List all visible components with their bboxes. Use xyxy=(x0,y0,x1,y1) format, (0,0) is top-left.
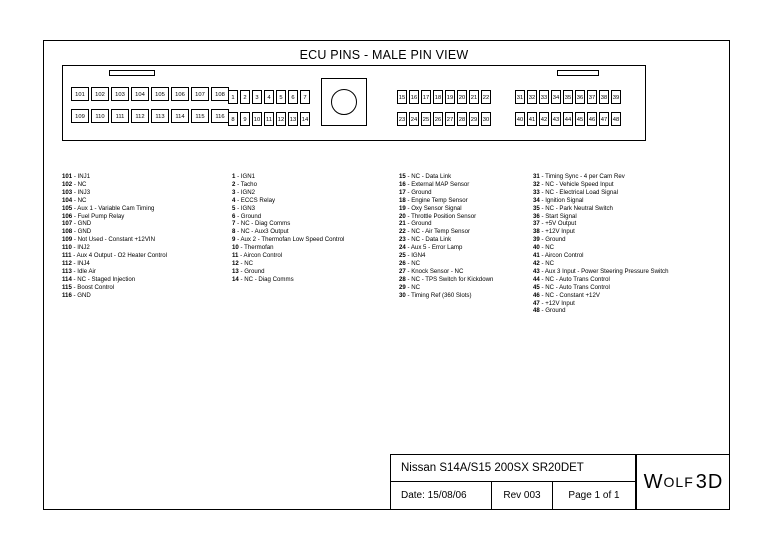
pin-14: 14 xyxy=(300,112,310,126)
pin-row-top xyxy=(397,90,491,104)
pin-description-114 xyxy=(62,276,167,284)
pin-function: - NC - Park Neutral Switch xyxy=(539,204,613,212)
pin-description-19 xyxy=(399,205,493,213)
pin-11: 11 xyxy=(264,112,274,126)
pin-description-36 xyxy=(533,213,669,221)
pin-description-31 xyxy=(533,173,669,181)
pin-29: 29 xyxy=(469,112,479,126)
pin-description-12 xyxy=(232,260,344,268)
pin-103: 103 xyxy=(111,87,129,101)
pin-function: - +12V Input xyxy=(539,228,575,236)
pin-description-34 xyxy=(533,197,669,205)
pin-function: - Ground xyxy=(238,267,265,275)
pin-104: 104 xyxy=(131,87,149,101)
pin-description-15 xyxy=(399,173,493,181)
pin-number: 9 xyxy=(232,236,236,244)
pin-22: 22 xyxy=(481,90,491,104)
pin-function: - NC - Auto Trans Control xyxy=(539,283,610,291)
pin-description-2 xyxy=(232,181,344,189)
pin-number: 47 xyxy=(533,299,540,307)
pin-description-113 xyxy=(62,268,167,276)
pin-description-16 xyxy=(399,181,493,189)
pin-number: 22 xyxy=(399,228,406,236)
pin-description-112 xyxy=(62,260,167,268)
pin-description-30 xyxy=(399,292,493,300)
pin-function: - NC xyxy=(72,180,87,188)
center-socket xyxy=(321,78,367,126)
pin-description-45 xyxy=(533,284,669,292)
pin-list-column-4 xyxy=(533,173,669,315)
pin-row-bottom xyxy=(515,112,621,126)
pin-description-105 xyxy=(62,205,167,213)
pin-description-48 xyxy=(533,307,669,315)
pin-20: 20 xyxy=(457,90,467,104)
pin-block-1-14 xyxy=(228,90,310,126)
pin-3: 3 xyxy=(252,90,262,104)
connector-key-left xyxy=(109,70,155,76)
pin-8: 8 xyxy=(228,112,238,126)
pin-number: 7 xyxy=(232,220,236,228)
pin-function: - IGN2 xyxy=(235,188,256,196)
pin-description-20 xyxy=(399,213,493,221)
pin-function: - Ground xyxy=(405,220,432,228)
pin-32: 32 xyxy=(527,90,537,104)
pin-description-46 xyxy=(533,292,669,300)
pin-description-4 xyxy=(232,197,344,205)
pin-101: 101 xyxy=(71,87,89,101)
pin-41: 41 xyxy=(527,112,537,126)
pin-number: 103 xyxy=(62,188,73,196)
pin-number: 15 xyxy=(399,173,406,180)
pin-function: - NC - Data Link xyxy=(405,173,452,180)
pin-15: 15 xyxy=(397,90,407,104)
pin-number: 41 xyxy=(533,252,540,260)
pin-number: 109 xyxy=(62,236,73,244)
pin-function: - NC - Auto Trans Control xyxy=(539,275,610,283)
pin-number: 43 xyxy=(533,267,540,275)
pin-number: 6 xyxy=(232,212,236,220)
pin-38: 38 xyxy=(599,90,609,104)
pin-45: 45 xyxy=(575,112,585,126)
pin-description-103 xyxy=(62,189,167,197)
pin-description-111 xyxy=(62,252,167,260)
pin-47: 47 xyxy=(599,112,609,126)
pin-description-25 xyxy=(399,252,493,260)
page-number-cell: Page 1 of 1 xyxy=(552,481,636,510)
pin-function: - Throttle Position Sensor xyxy=(405,212,477,220)
pin-description-116 xyxy=(62,292,167,300)
pin-number: 105 xyxy=(62,204,73,212)
pin-16: 16 xyxy=(409,90,419,104)
pin-function: - ECCS Relay xyxy=(235,196,276,204)
pin-9: 9 xyxy=(240,112,250,126)
pin-number: 16 xyxy=(399,180,406,188)
pin-2: 2 xyxy=(240,90,250,104)
pin-42: 42 xyxy=(539,112,549,126)
pin-list-column-1 xyxy=(62,173,167,300)
pin-number: 12 xyxy=(232,259,239,267)
pin-row-top xyxy=(228,90,310,104)
pin-function: - External MAP Sensor xyxy=(405,180,470,188)
pin-function: - NC xyxy=(405,283,420,291)
pin-26: 26 xyxy=(433,112,443,126)
pin-40: 40 xyxy=(515,112,525,126)
pin-function: - Timing Ref (360 Slots) xyxy=(405,291,472,299)
pin-number: 102 xyxy=(62,180,73,188)
date-cell: Date: 15/08/06 xyxy=(390,481,492,510)
pin-function: - Ground xyxy=(539,236,566,244)
pin-number: 27 xyxy=(399,267,406,275)
pin-function: - Boost Control xyxy=(71,283,115,291)
pin-number: 8 xyxy=(232,228,236,236)
pin-description-14 xyxy=(232,276,344,284)
pin-115: 115 xyxy=(191,109,209,123)
pin-function: - IGN4 xyxy=(405,252,426,260)
pin-number: 106 xyxy=(62,212,73,220)
pin-10: 10 xyxy=(252,112,262,126)
pin-function: - NC xyxy=(72,196,87,204)
pin-111: 111 xyxy=(111,109,129,123)
pin-description-3 xyxy=(232,189,344,197)
pin-block-15-30 xyxy=(397,90,491,126)
pin-21: 21 xyxy=(469,90,479,104)
pin-block-101-116 xyxy=(71,87,229,123)
logo-w: W xyxy=(643,470,664,493)
pin-function: - IGN3 xyxy=(235,204,256,212)
pin-description-101 xyxy=(62,173,167,181)
pin-number: 33 xyxy=(533,188,540,196)
pin-number: 40 xyxy=(533,244,540,252)
pin-number: 11 xyxy=(232,252,239,260)
pin-6: 6 xyxy=(288,90,298,104)
pin-number: 4 xyxy=(232,196,236,204)
pin-number: 17 xyxy=(399,188,406,196)
pin-description-35 xyxy=(533,205,669,213)
pin-function: - NC xyxy=(539,244,554,252)
pin-function: - NC - TPS Switch for Kickdown xyxy=(405,275,494,283)
pin-102: 102 xyxy=(91,87,109,101)
pin-number: 107 xyxy=(62,220,73,228)
pin-number: 18 xyxy=(399,196,406,204)
pin-block-31-48 xyxy=(515,90,621,126)
pin-function: - Tacho xyxy=(235,180,257,188)
pin-23: 23 xyxy=(397,112,407,126)
pin-description-40 xyxy=(533,244,669,252)
pin-function: - NC xyxy=(405,259,420,267)
pin-function: - NC xyxy=(238,259,253,267)
pin-function: - Aux 2 - Thermofan Low Speed Control xyxy=(235,236,345,244)
pin-number: 32 xyxy=(533,180,540,188)
logo-olf: OLF xyxy=(663,474,694,490)
pin-number: 45 xyxy=(533,283,540,291)
wolf3d-logo xyxy=(636,454,730,510)
pin-number: 108 xyxy=(62,228,73,236)
pin-36: 36 xyxy=(575,90,585,104)
pin-description-21 xyxy=(399,220,493,228)
pin-7: 7 xyxy=(300,90,310,104)
pin-row-bottom xyxy=(397,112,491,126)
pin-list-column-3 xyxy=(399,173,493,300)
pin-function: - Start Signal xyxy=(539,212,577,220)
pin-row-top xyxy=(71,87,229,101)
pin-46: 46 xyxy=(587,112,597,126)
pin-row-bottom xyxy=(228,112,310,126)
pin-function: - Engine Temp Sensor xyxy=(405,196,468,204)
pin-function: - Ground xyxy=(405,188,432,196)
pin-107: 107 xyxy=(191,87,209,101)
pin-44: 44 xyxy=(563,112,573,126)
pin-description-110 xyxy=(62,244,167,252)
pin-description-28 xyxy=(399,276,493,284)
pin-function: - NC - Electrical Load Signal xyxy=(539,188,619,196)
pin-row-bottom xyxy=(71,109,229,123)
pin-number: 13 xyxy=(232,267,239,275)
pin-description-27 xyxy=(399,268,493,276)
pin-number: 14 xyxy=(232,275,239,283)
pin-4: 4 xyxy=(264,90,274,104)
pin-function: - Ignition Signal xyxy=(539,196,584,204)
pin-24: 24 xyxy=(409,112,419,126)
pin-function: - +5V Output xyxy=(539,220,577,228)
pin-13: 13 xyxy=(288,112,298,126)
pin-number: 35 xyxy=(533,204,540,212)
pin-description-17 xyxy=(399,189,493,197)
pin-function: - +12V Input xyxy=(539,299,575,307)
pin-number: 23 xyxy=(399,236,406,244)
pin-number: 1 xyxy=(232,173,236,180)
pin-description-13 xyxy=(232,268,344,276)
pin-number: 24 xyxy=(399,244,406,252)
pin-number: 25 xyxy=(399,252,406,260)
pin-description-10 xyxy=(232,244,344,252)
pin-description-39 xyxy=(533,236,669,244)
pin-function: - NC - Staged Injection xyxy=(71,275,136,283)
pin-description-38 xyxy=(533,228,669,236)
center-circle xyxy=(331,89,357,115)
vehicle-title: Nissan S14A/S15 200SX SR20DET xyxy=(390,454,636,482)
pin-function: - INJ2 xyxy=(71,244,90,252)
pin-number: 104 xyxy=(62,196,73,204)
pin-number: 26 xyxy=(399,259,406,267)
pin-number: 3 xyxy=(232,188,236,196)
pin-description-9 xyxy=(232,236,344,244)
pin-37: 37 xyxy=(587,90,597,104)
pin-function: - Ground xyxy=(235,212,262,220)
pin-function: - Aux 1 - Variable Cam Timing xyxy=(72,204,155,212)
pin-number: 44 xyxy=(533,275,540,283)
pin-function: - IGN1 xyxy=(235,173,256,180)
pin-114: 114 xyxy=(171,109,189,123)
pin-113: 113 xyxy=(151,109,169,123)
pin-108: 108 xyxy=(211,87,229,101)
pin-function: - GND xyxy=(72,220,92,228)
pin-function: - Aircon Control xyxy=(238,252,283,260)
pin-function: - Thermofan xyxy=(238,244,274,252)
pin-list-column-2 xyxy=(232,173,344,284)
pin-description-37 xyxy=(533,220,669,228)
pin-description-106 xyxy=(62,213,167,221)
pin-function: - Fuel Pump Relay xyxy=(72,212,125,220)
pin-description-47 xyxy=(533,300,669,308)
pin-function: - Idle Air xyxy=(71,267,96,275)
pin-number: 19 xyxy=(399,204,406,212)
pin-number: 29 xyxy=(399,283,406,291)
pin-function: - Aux 5 - Error Lamp xyxy=(405,244,463,252)
pin-19: 19 xyxy=(445,90,455,104)
pin-number: 10 xyxy=(232,244,239,252)
pin-30: 30 xyxy=(481,112,491,126)
pin-function: - Aux 3 Input - Power Steering Pressure Switch xyxy=(539,267,669,275)
pin-25: 25 xyxy=(421,112,431,126)
pin-33: 33 xyxy=(539,90,549,104)
pin-description-11 xyxy=(232,252,344,260)
pin-function: - NC - Constant +12V xyxy=(539,291,600,299)
page-title: ECU PINS - MALE PIN VIEW xyxy=(299,48,469,62)
pin-function: - NC - Vehicle Speed Input xyxy=(539,180,614,188)
pin-34: 34 xyxy=(551,90,561,104)
pin-110: 110 xyxy=(91,109,109,123)
pin-function: - Aircon Control xyxy=(539,252,584,260)
pin-number: 2 xyxy=(232,180,236,188)
pin-description-102 xyxy=(62,181,167,189)
pin-number: 111 xyxy=(62,252,72,260)
pin-112: 112 xyxy=(131,109,149,123)
pin-function: - Aux 4 Output - O2 Heater Control xyxy=(71,252,168,260)
pin-function: - Oxy Sensor Signal xyxy=(405,204,462,212)
pin-28: 28 xyxy=(457,112,467,126)
pin-number: 101 xyxy=(62,173,73,180)
pin-function: - NC - Diag Comms xyxy=(238,275,294,283)
pin-39: 39 xyxy=(611,90,621,104)
pin-description-43 xyxy=(533,268,669,276)
pin-number: 37 xyxy=(533,220,540,228)
pin-number: 114 xyxy=(62,275,72,283)
pin-description-7 xyxy=(232,220,344,228)
pin-109: 109 xyxy=(71,109,89,123)
pin-function: - NC - Diag Comms xyxy=(235,220,291,228)
pin-number: 48 xyxy=(533,307,540,315)
pin-description-104 xyxy=(62,197,167,205)
pin-description-107 xyxy=(62,220,167,228)
pin-116: 116 xyxy=(211,109,229,123)
pin-number: 31 xyxy=(533,173,540,180)
pin-31: 31 xyxy=(515,90,525,104)
pin-number: 28 xyxy=(399,275,406,283)
pin-description-23 xyxy=(399,236,493,244)
pin-12: 12 xyxy=(276,112,286,126)
pin-27: 27 xyxy=(445,112,455,126)
pin-106: 106 xyxy=(171,87,189,101)
pin-function: - INJ4 xyxy=(71,259,90,267)
revision-cell: Rev 003 xyxy=(491,481,553,510)
pin-description-8 xyxy=(232,228,344,236)
pin-function: - NC - Aux3 Output xyxy=(235,228,289,236)
pin-description-29 xyxy=(399,284,493,292)
pin-function: - INJ1 xyxy=(72,173,91,180)
pin-function: - GND xyxy=(72,228,92,236)
pin-function: - GND xyxy=(71,291,91,299)
pin-5: 5 xyxy=(276,90,286,104)
pin-description-26 xyxy=(399,260,493,268)
pin-number: 21 xyxy=(399,220,406,228)
pin-number: 42 xyxy=(533,259,540,267)
pin-description-32 xyxy=(533,181,669,189)
pin-description-24 xyxy=(399,244,493,252)
pin-function: - Knock Sensor - NC xyxy=(405,267,464,275)
pin-35: 35 xyxy=(563,90,573,104)
pin-number: 110 xyxy=(62,244,72,252)
pin-1: 1 xyxy=(228,90,238,104)
pin-function: - NC - Data Link xyxy=(405,236,452,244)
pin-description-42 xyxy=(533,260,669,268)
pin-number: 34 xyxy=(533,196,540,204)
pin-function: - INJ3 xyxy=(72,188,91,196)
pin-description-6 xyxy=(232,213,344,221)
pin-number: 5 xyxy=(232,204,236,212)
pin-description-22 xyxy=(399,228,493,236)
pin-number: 38 xyxy=(533,228,540,236)
pin-description-41 xyxy=(533,252,669,260)
logo-3d: 3D xyxy=(695,470,724,493)
pin-function: - Ground xyxy=(539,307,566,315)
pin-number: 39 xyxy=(533,236,540,244)
pin-number: 113 xyxy=(62,267,72,275)
pin-number: 36 xyxy=(533,212,540,220)
pin-18: 18 xyxy=(433,90,443,104)
pin-description-1 xyxy=(232,173,344,181)
pin-description-5 xyxy=(232,205,344,213)
pin-number: 115 xyxy=(62,283,72,291)
pin-description-108 xyxy=(62,228,167,236)
pin-number: 30 xyxy=(399,291,406,299)
pin-48: 48 xyxy=(611,112,621,126)
pin-function: - Not Used - Constant +12VIN xyxy=(72,236,155,244)
pin-105: 105 xyxy=(151,87,169,101)
pin-number: 116 xyxy=(62,291,72,299)
pin-description-109 xyxy=(62,236,167,244)
pin-row-top xyxy=(515,90,621,104)
pin-function: - NC xyxy=(539,259,554,267)
pin-number: 112 xyxy=(62,259,72,267)
pin-number: 20 xyxy=(399,212,406,220)
pin-43: 43 xyxy=(551,112,561,126)
pin-description-33 xyxy=(533,189,669,197)
pin-17: 17 xyxy=(421,90,431,104)
pin-description-44 xyxy=(533,276,669,284)
pin-function: - Timing Sync - 4 per Cam Rev xyxy=(539,173,625,180)
connector-key-right xyxy=(557,70,599,76)
pin-function: - NC - Air Temp Sensor xyxy=(405,228,471,236)
pin-description-18 xyxy=(399,197,493,205)
pin-number: 46 xyxy=(533,291,540,299)
pin-description-115 xyxy=(62,284,167,292)
